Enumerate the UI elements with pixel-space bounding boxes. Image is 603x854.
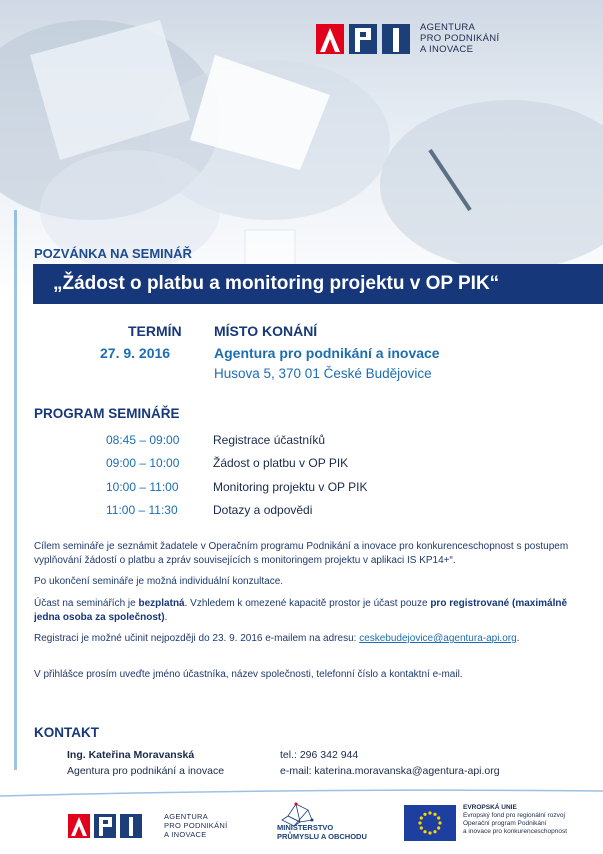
term-date: 27. 9. 2016: [100, 345, 171, 361]
paragraph-aim: Cílem semináře je seznámit žadatele v Operačním programu Podnikání a inovace pro konkurenceschopnost s postupem vyplňování žádostí o platbu a zpráv souvisejících s monitoringem projektu v aplikaci IS KP14+“.: [34, 541, 569, 566]
invite-label: POZVÁNKA NA SEMINÁŘ: [34, 246, 192, 261]
contact-email[interactable]: e-mail: katerina.moravanska@agentura-api.org: [280, 765, 500, 777]
eu-text-line: Evropský fond pro regionální rozvoj: [463, 812, 565, 819]
eu-text-line: EVROPSKÁ UNIE: [463, 804, 517, 811]
program-item: Dotazy a odpovědi: [213, 503, 313, 517]
paragraph-registration: [34, 632, 574, 646]
text-span: . Vzhledem k omezené kapacitě prostor je účast pouze: [184, 598, 431, 609]
api-logo-i-icon: [382, 24, 410, 54]
api-logo-bottom: [68, 812, 228, 839]
place-address: Husova 5, 370 01 České Budějovice: [214, 366, 432, 381]
program-time: 11:00 – 11:30: [106, 503, 178, 517]
logo-text-line: AGENTURA: [420, 22, 476, 33]
left-accent-bar: [14, 210, 17, 770]
logo-text-line: PRO PODNIKÁNÍ: [164, 821, 228, 830]
text-span: Registraci je možné učinit nejpozději do 23. 9. 2016 e-mailem na adresu:: [34, 633, 360, 644]
term-heading: TERMÍN: [128, 323, 182, 339]
api-logo-a-icon: [316, 24, 344, 54]
program-time: 08:45 – 09:00: [106, 433, 180, 447]
api-logo-text: [164, 812, 228, 839]
text-span: Účast na seminářích je: [34, 598, 139, 609]
registered-emphasis: pro registrované (maximálně jedna osoba za společnost): [34, 598, 568, 623]
eu-text-line: Operační program Podnikání: [463, 820, 547, 827]
logo-text-line: AGENTURA: [164, 812, 209, 821]
seminar-title: „Žádost o platbu a monitoring projektu v OP PIK“: [53, 273, 500, 294]
contact-name: Ing. Kateřina Moravanská: [67, 749, 195, 761]
footer-divider: [0, 788, 603, 798]
eu-text-line: a inovace pro konkurenceschopnost: [463, 828, 568, 835]
contact-org: Agentura pro podnikání a inovace: [67, 765, 225, 777]
contact-heading: KONTAKT: [34, 725, 99, 740]
program-heading: PROGRAM SEMINÁŘE: [34, 406, 180, 421]
api-logo-p-icon: [349, 24, 377, 54]
text-span: .: [164, 612, 168, 623]
paragraph-consultation: Po ukončení semináře je možná individuální konzultace.: [34, 576, 284, 587]
api-logo-text: [420, 22, 499, 55]
eu-logo-text: [463, 804, 603, 836]
program-item: Registrace účastníků: [213, 433, 326, 447]
contact-phone: tel.: 296 342 944: [280, 749, 359, 761]
mpo-text-line: MINISTERSTVO: [277, 823, 334, 832]
program-item: Žádost o platbu v OP PIK: [213, 456, 349, 470]
api-logo-a-icon: [68, 814, 90, 838]
program-item: Monitoring projektu v OP PIK: [213, 480, 368, 494]
free-emphasis: bezplatná: [138, 598, 185, 609]
logo-text-line: A INOVACE: [420, 44, 474, 55]
program-time: 10:00 – 11:00: [106, 480, 179, 494]
api-logo-p-icon: [94, 814, 116, 838]
api-logo-i-icon: [120, 814, 142, 838]
registration-email-link[interactable]: ceskebudejovice@agentura-api.org: [359, 633, 517, 644]
place-name: Agentura pro podnikání a inovace: [214, 345, 440, 361]
api-logo-top: [316, 22, 499, 55]
paragraph-application: V přihlášce prosím uveďte jméno účastníka, název společnosti, telefonní číslo a kontaktní e-mail.: [34, 669, 463, 680]
mpo-text-line: PRŮMYSLU A OBCHODU: [277, 831, 367, 841]
place-heading: MÍSTO KONÁNÍ: [214, 323, 318, 339]
program-time: 09:00 – 10:00: [106, 456, 180, 470]
logo-text-line: PRO PODNIKÁNÍ: [420, 33, 500, 44]
mpo-logo-text: [277, 824, 367, 841]
text-span: .: [516, 633, 520, 644]
title-band: [33, 264, 603, 304]
logo-text-line: A INOVACE: [164, 830, 207, 839]
eu-flag-icon: [404, 805, 456, 841]
paragraph-participation: [34, 597, 574, 625]
